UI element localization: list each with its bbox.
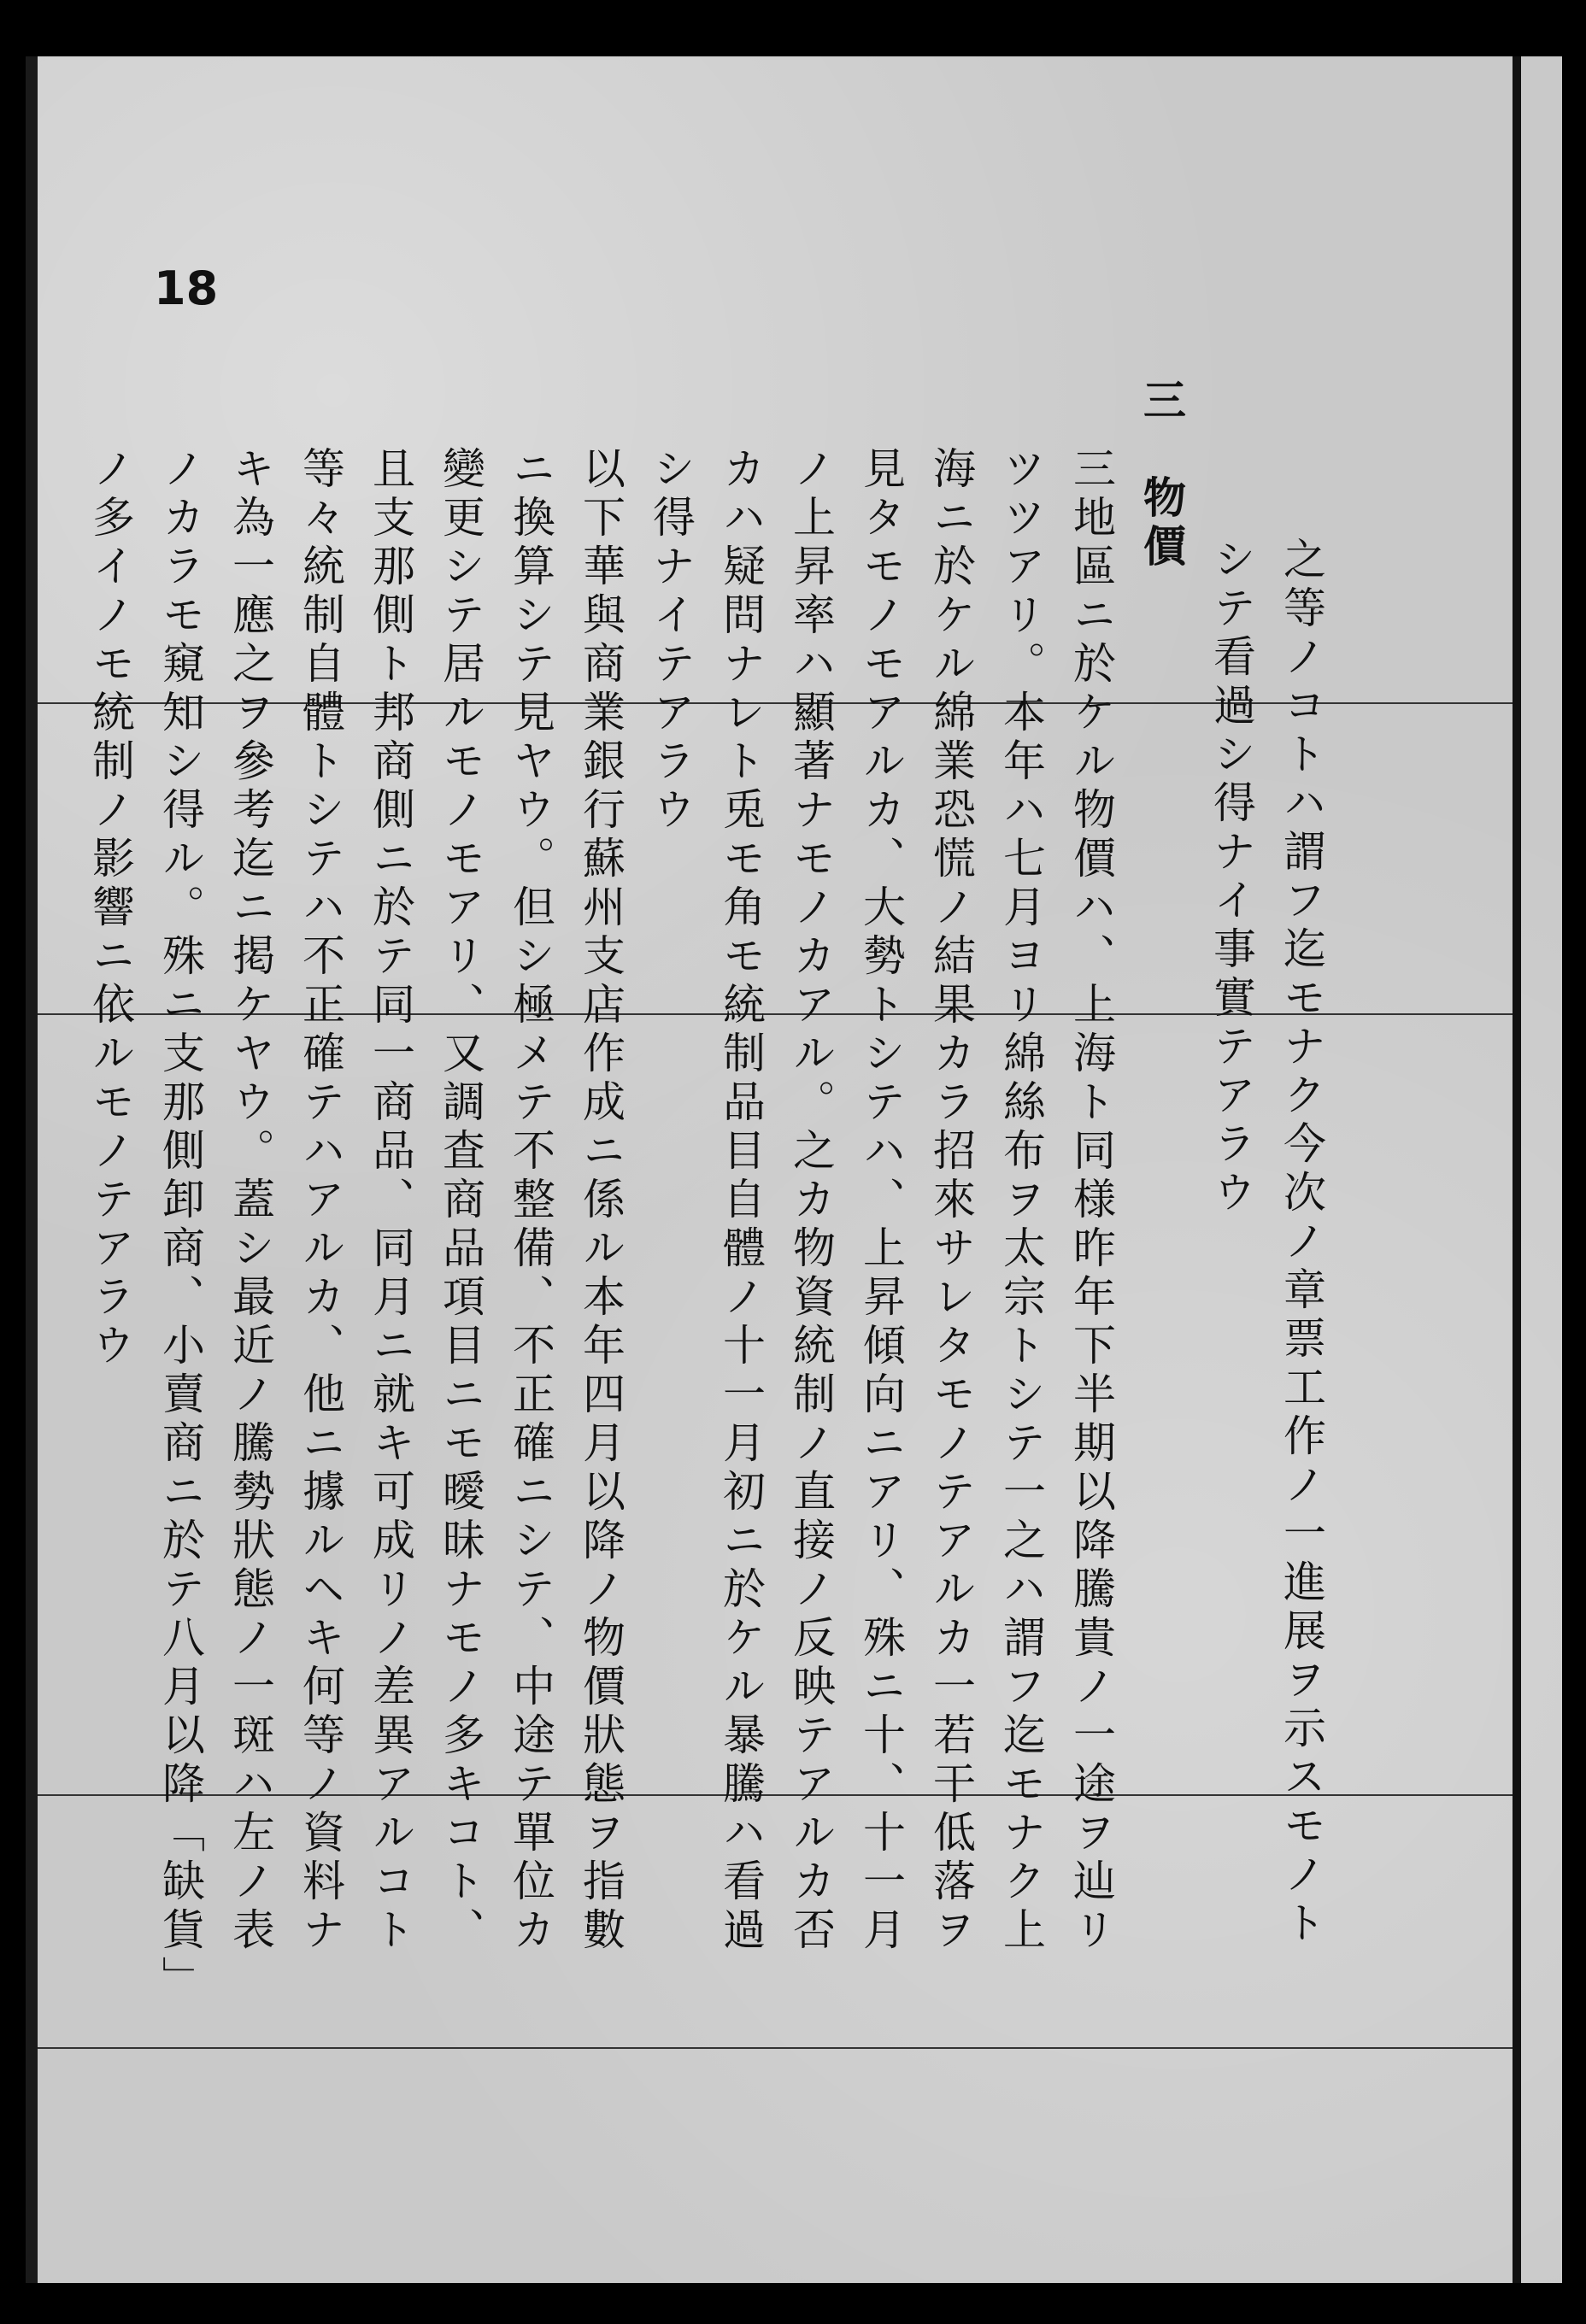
text-column-5: ツツアリ。本年ハ七月ヨリ綿絲布ヲ太宗トシテ一之ハ謂フ迄モナク上 — [996, 446, 1046, 1956]
text-column-17: ノカラモ窺知シ得ル。殊ニ支那側卸商、小賣商ニ於テ八月以降「缺貨」 — [156, 446, 205, 2004]
text-column-4: 三地區ニ於ケル物價ハ、上海ト同様昨年下半期以降騰貴ノ一途ヲ辿リ — [1066, 446, 1116, 1956]
page-left-edge — [26, 56, 38, 2283]
text-column-13: 變更シテ居ルモノモアリ、又調査商品項目ニモ曖昧ナモノ多キコト、 — [436, 446, 485, 1956]
text-column-9: カハ疑問ナレト兎モ角モ統制品目自體ノ十一月初ニ於ケル暴騰ハ看過 — [716, 446, 766, 1956]
text-column-11: 以下華與商業銀行蘇州支店作成ニ係ル本年四月以降ノ物價狀態ヲ指數 — [576, 446, 626, 1956]
text-column-15: 等々統制自體トシテハ不正確テハアルカ、他ニ據ルヘキ何等ノ資料ナ — [296, 446, 345, 1956]
text-column-1: 之等ノコトハ謂フ迄モナク今次ノ章票工作ノ一進展ヲ示スモノト — [1277, 537, 1326, 1949]
text-column-14: 且支那側ト邦商側ニ於テ同一商品、同月ニ就キ可成リノ差異アルコト — [366, 446, 415, 1956]
text-column-10: シ得ナイテアラウ — [646, 446, 696, 836]
section-heading: 三 物價 — [1137, 378, 1187, 572]
text-column-12: ニ換算シテ見ヤウ。但シ極メテ不整備、不正確ニシテ、中途テ單位カ — [506, 446, 555, 1956]
document-page — [26, 56, 1562, 2283]
page-right-edge — [1513, 56, 1521, 2283]
text-column-16: キ為一應之ヲ參考迄ニ掲ケヤウ。蓋シ最近ノ騰勢狀態ノ一斑ハ左ノ表 — [226, 446, 275, 1956]
text-column-6: 海ニ於ケル綿業恐慌ノ結果カラ招來サレタモノテアルカ一若干低落ヲ — [926, 446, 976, 1956]
text-column-7: 見タモノモアルカ、大勢トシテハ、上昇傾向ニアリ、殊ニ十、十一月 — [856, 446, 906, 1956]
scan-line — [38, 2047, 1513, 2049]
text-column-2: シテ看過シ得ナイ事實テアラウ — [1207, 537, 1256, 1218]
text-column-18: ノ多イノモ統制ノ影響ニ依ルモノテアラウ — [85, 446, 135, 1371]
page-number: 18 — [154, 261, 219, 315]
text-column-8: ノ上昇率ハ顯著ナモノカアル。之カ物資統制ノ直接ノ反映テアルカ否 — [786, 446, 836, 1956]
